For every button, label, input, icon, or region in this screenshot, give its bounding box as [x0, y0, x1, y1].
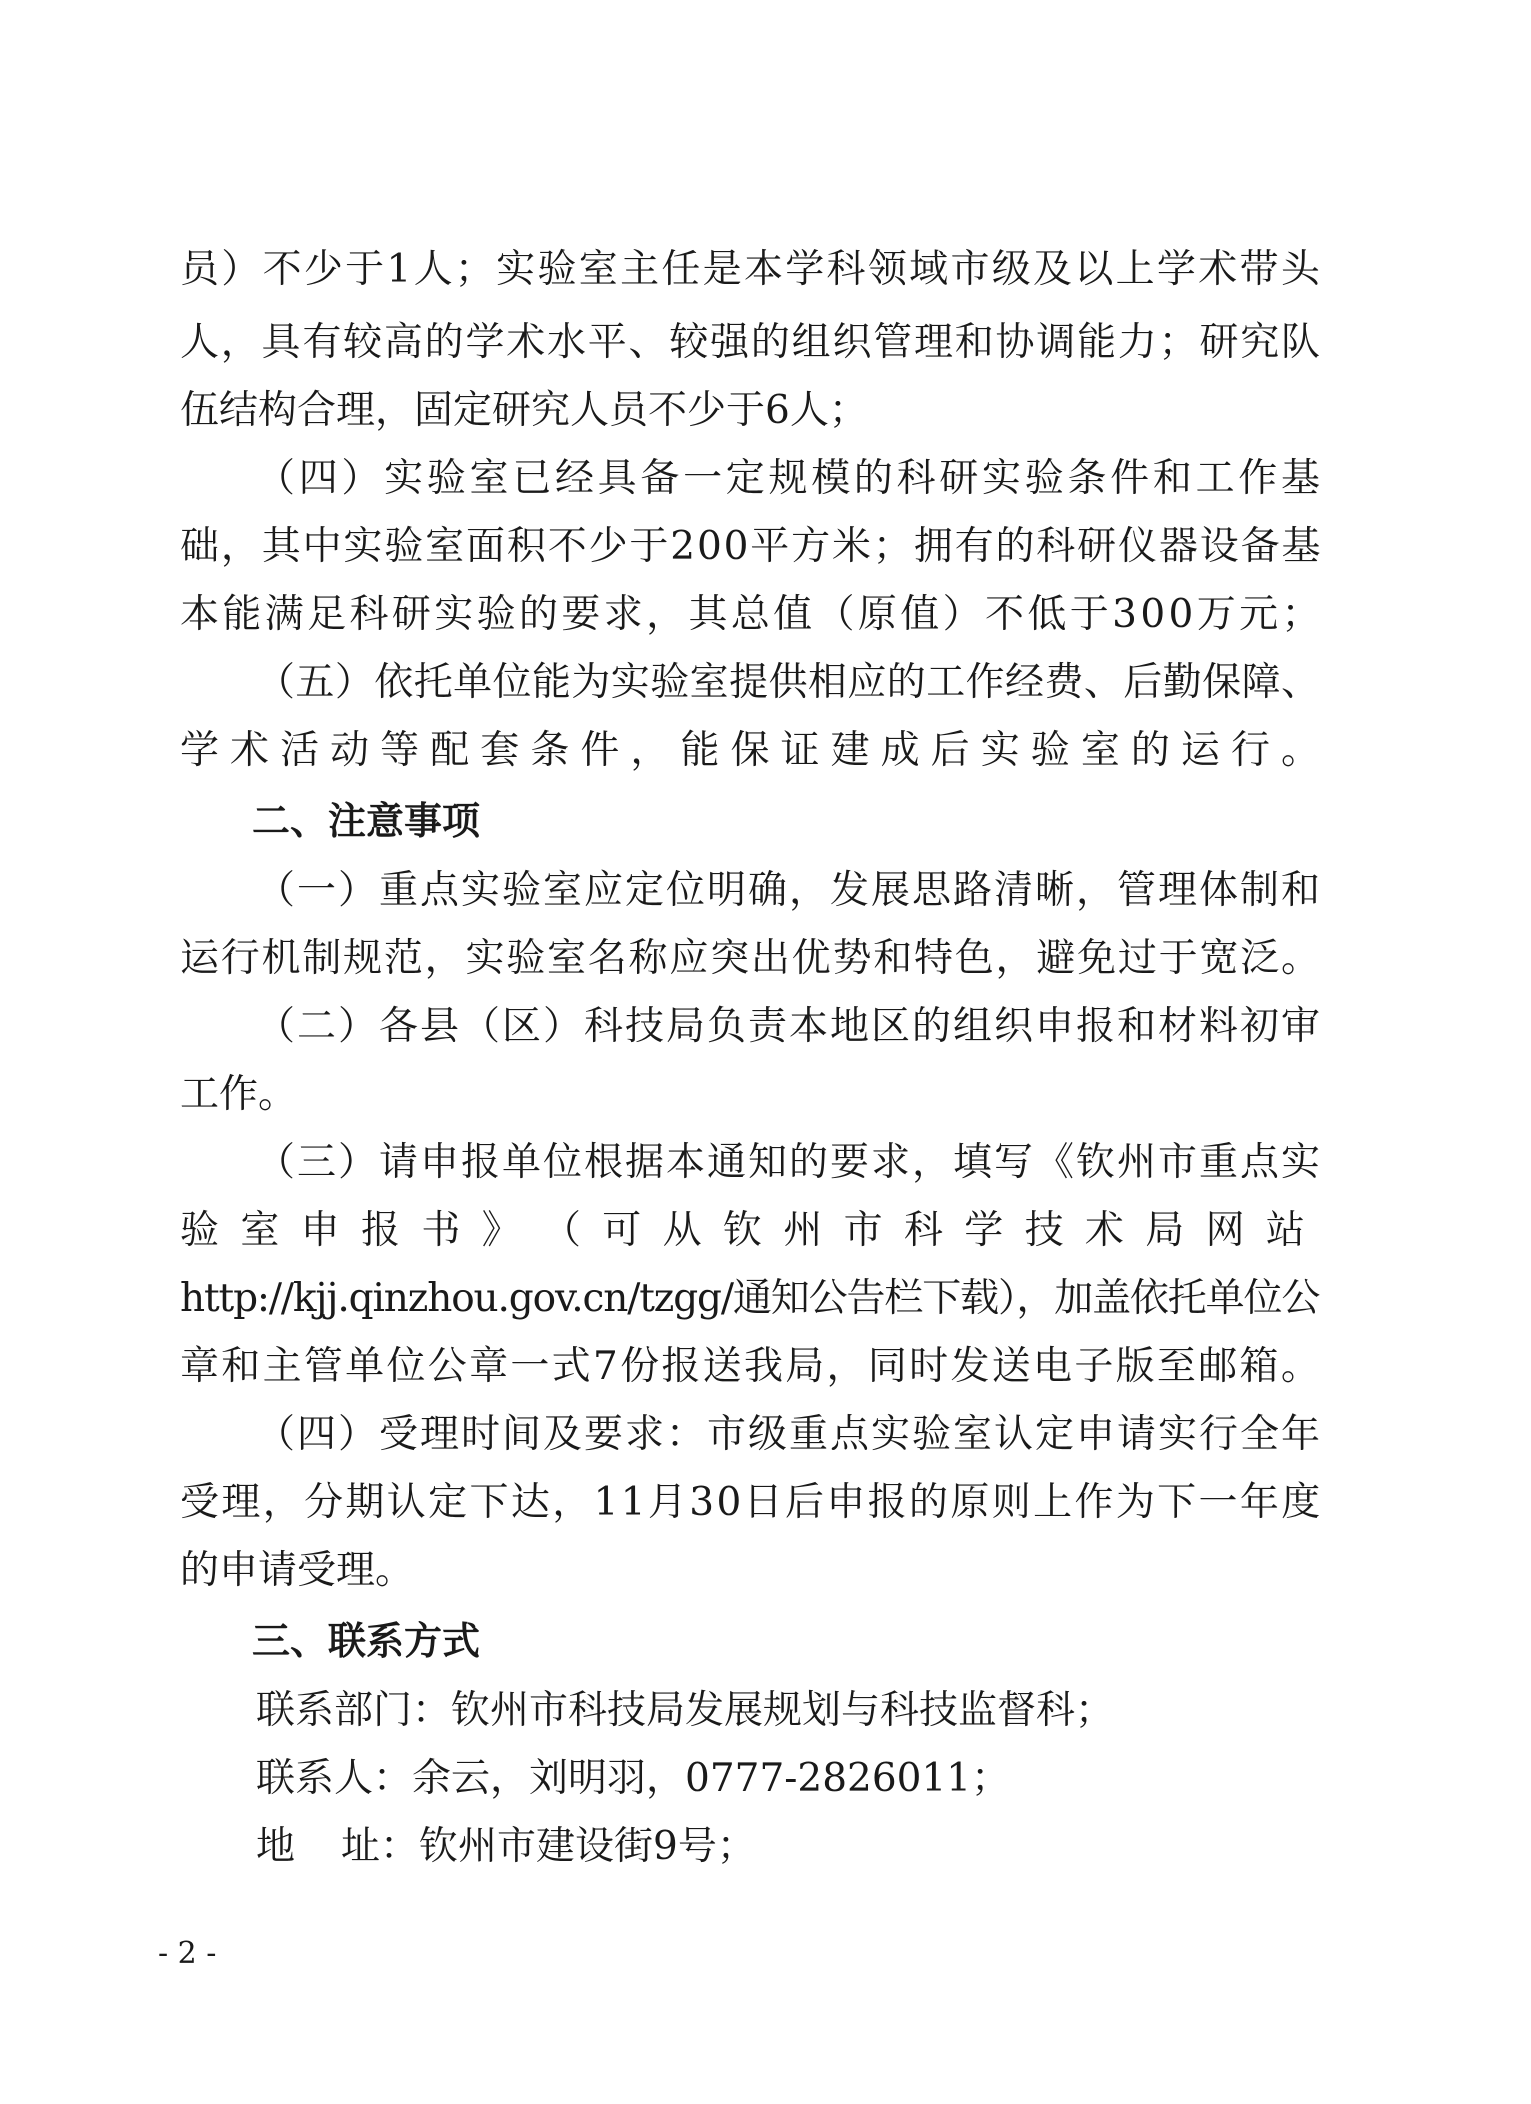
char: （: [541, 1208, 581, 1253]
char: 室: [240, 1208, 280, 1253]
body-line: 伍结构合理，固定研究人员不少于6人；: [180, 388, 868, 433]
page-number: - 2 -: [158, 1936, 217, 1971]
address-value: 址：钦州市建设街9号；: [341, 1824, 756, 1869]
char: 网: [1205, 1208, 1245, 1253]
body-line: 本能满足科研实验的要求，其总值（原值）不低于300万元；: [180, 592, 1324, 637]
char: 书: [421, 1208, 461, 1253]
char: 》: [481, 1208, 521, 1253]
body-line: 受理，分期认定下达，11月30日后申报的原则上作为下一年度: [180, 1480, 1323, 1525]
char: 报: [360, 1208, 400, 1253]
body-line: 章和主管单位公章一式7份报送我局，同时发送电子版至邮箱。: [180, 1344, 1323, 1389]
body-line: （三）请申报单位根据本通知的要求，填写《钦州市重点实: [256, 1140, 1323, 1185]
section-heading-contact: 三、联系方式: [252, 1619, 481, 1663]
section-heading-notes: 二、注意事项: [252, 799, 481, 843]
contact-address: [256, 1822, 756, 1872]
spread-line: [180, 1206, 1305, 1256]
body-line: 员）不少于1人；实验室主任是本学科领域市级及以上学术带头: [180, 247, 1323, 292]
char: 术: [1084, 1208, 1124, 1253]
char: 技: [1024, 1208, 1064, 1253]
body-line: （四）受理时间及要求：市级重点实验室认定申请实行全年: [256, 1412, 1323, 1457]
body-line: （一）重点实验室应定位明确，发展思路清晰，管理体制和: [256, 868, 1323, 913]
body-line: 工作。: [180, 1072, 298, 1117]
body-line: 的申请受理。: [180, 1548, 415, 1593]
body-line: （四）实验室已经具备一定规模的科研实验条件和工作基: [256, 456, 1324, 501]
body-line: 础，其中实验室面积不少于200平方米；拥有的科研仪器设备基: [180, 524, 1323, 569]
body-line: （五）依托单位能为实验室提供相应的工作经费、后勤保障、: [256, 660, 1321, 705]
body-line-url: http://kjj.qinzhou.gov.cn/tzgg/通知公告栏下载），加盖依托单位公: [180, 1276, 1320, 1321]
body-line: （二）各县（区）科技局负责本地区的组织申报和材料初审: [256, 1004, 1323, 1049]
char: 申: [300, 1208, 340, 1253]
body-line: 学术活动等配套条件，能保证建成后实验室的运行。: [180, 728, 1332, 773]
address-label-char: 地: [256, 1824, 296, 1869]
char: 站: [1265, 1208, 1305, 1253]
char: 可: [602, 1208, 642, 1253]
contact-person: 联系人：余云，刘明羽，0777-2826011；: [256, 1756, 1011, 1801]
char: 局: [1145, 1208, 1185, 1253]
char: 市: [843, 1208, 883, 1253]
contact-department: 联系部门：钦州市科技局发展规划与科技监督科；: [256, 1688, 1115, 1733]
char: 学: [964, 1208, 1004, 1253]
body-line: 运行机制规范，实验室名称应突出优势和特色，避免过于宽泛。: [180, 936, 1322, 981]
char: 从: [662, 1208, 702, 1253]
char: 州: [783, 1208, 823, 1253]
char: 科: [903, 1208, 943, 1253]
body-line: 人，具有较高的学术水平、较强的组织管理和协调能力；研究队: [180, 320, 1322, 365]
char: 钦: [722, 1208, 762, 1253]
char: 验: [180, 1208, 220, 1253]
